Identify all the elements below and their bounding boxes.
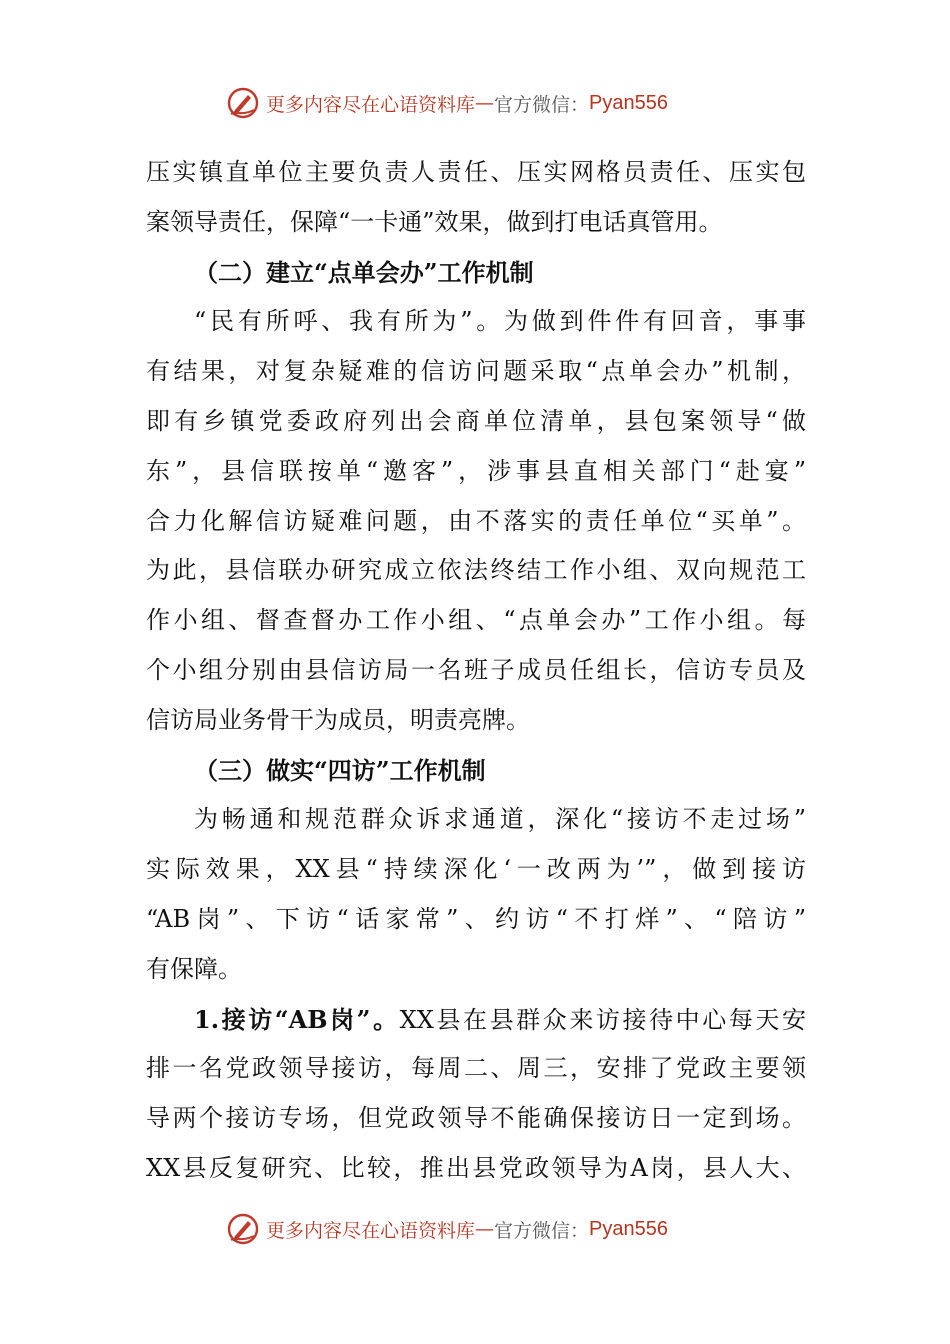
text-line: 案领导责任，保障“一卡通”效果，做到打电话真管用。 <box>146 207 723 236</box>
text-line: 导两个接访专场，但党政领导不能确保接访日一定到场。 <box>146 1104 806 1133</box>
text-line: “民有所呼、我有所为”。为做到件件有回音，事事 <box>194 307 806 336</box>
text-line: 作小组、督查督办工作小组、“点单会办”工作小组。每 <box>146 606 806 635</box>
text-line: 即有乡镇党委政府列出会商单位清单，县包案领导“做 <box>146 406 806 435</box>
text-line: 有保障。 <box>146 954 242 983</box>
watermark-official: 官方微信： <box>494 1219 590 1242</box>
text-line: 为此，县信联办研究成立依法终结工作小组、双向规范工 <box>146 556 806 585</box>
watermark-id: Pyan556 <box>589 1217 668 1240</box>
section-heading: （二）建立“点单会办”工作机制 <box>194 257 534 287</box>
pen-logo-icon <box>226 1212 260 1246</box>
section-heading: （三）做实“四访”工作机制 <box>194 755 486 785</box>
header-watermark <box>226 86 668 120</box>
footer-watermark <box>226 1212 668 1246</box>
text-line: 实际效果，XX县“持续深化‘一改两为’”，做到接访 <box>146 855 806 884</box>
text-line: 东”，县信联按单“邀客”，涉事县直相关部门“赴宴” <box>146 456 806 485</box>
watermark-id: Pyan556 <box>589 91 668 114</box>
text-line: 信访局业务骨干为成员，明责亮牌。 <box>146 705 530 734</box>
text-line: 合力化解信访疑难问题，由不落实的责任单位“买单”。 <box>146 506 806 535</box>
watermark-dash: — <box>475 1218 495 1240</box>
text-line <box>146 995 806 1045</box>
watermark-dash: — <box>475 92 495 114</box>
text-line: “AB岗”、下访“话家常”、约访“不打烊”、“陪访” <box>146 904 806 933</box>
text-line: 压实镇直单位主要负责人责任、压实网格员责任、压实包 <box>146 158 806 186</box>
text-line: 排一名党政领导接访，每周二、周三，安排了党政主要领 <box>146 1054 806 1083</box>
text-span: XX县在县群众来访接待中心每天安 <box>399 1005 806 1034</box>
text-line: 个小组分别由县信访局一名班子成员任组长，信访专员及 <box>146 655 806 684</box>
subsection-lead: 1.接访“AB岗”。 <box>194 1004 400 1034</box>
document-body <box>146 148 806 1194</box>
pen-logo-icon <box>226 86 260 120</box>
text-line: 有结果，对复杂疑难的信访问题采取“点单会办”机制， <box>146 357 806 386</box>
watermark-brand: 更多内容尽在心语资料库 <box>266 93 476 116</box>
text-line: XX县反复研究、比较，推出县党政领导为A岗，县人大、 <box>146 1153 806 1182</box>
watermark-official: 官方微信： <box>494 93 590 116</box>
text-line: 为畅通和规范群众诉求通道，深化“接访不走过场” <box>194 805 806 834</box>
watermark-brand: 更多内容尽在心语资料库 <box>266 1219 476 1242</box>
